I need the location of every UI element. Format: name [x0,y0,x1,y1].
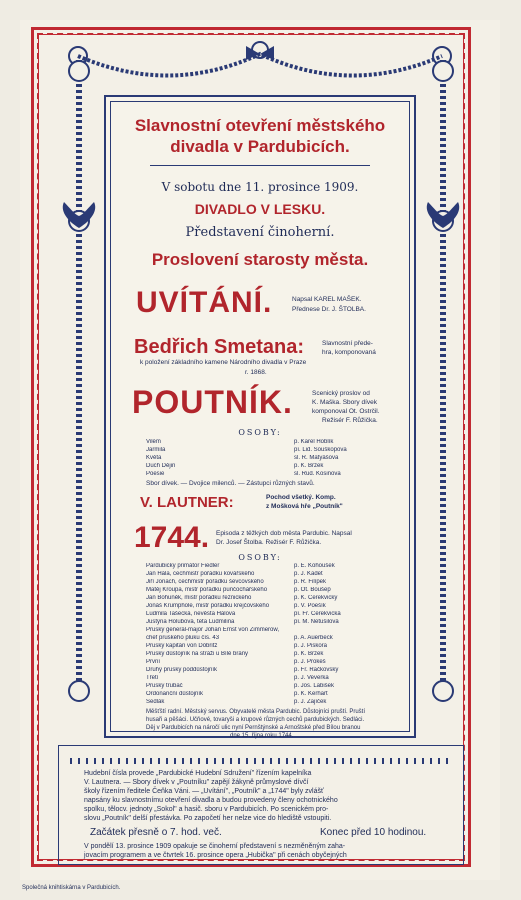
cast-actor: p. J. Zajíček [294,699,327,705]
cast-actor: p. J. Piskora [294,643,328,649]
cast-row [146,691,396,699]
cast-row [146,667,396,675]
cast-actor: p. K. Kerhart [294,691,328,697]
footer-para-2: V. Lautnera. — Sbory dívek v „Poutníku" zapějí žákyně průmyslové dívčí [84,779,309,786]
cast-actor: p. E. Kohoušek [294,563,335,569]
right-palmette-icon [420,200,466,230]
cast-role: Jan Hála, cechmistr pořádku kovářského [146,571,255,577]
cast-role: Ordonanční důstojník [146,691,204,697]
year-1744-note-2: husaři a pěšáci. Učňové, tovaryši a krupové různých cechů pardubických. Sedláci. [146,717,365,723]
cast-actor: p. Karel Hoblík [294,439,334,445]
cast-role: Matěj Kroupa, mistr pořádku punčochářského [146,587,268,593]
cast-row [146,659,396,667]
footer-para-1: Hudební čísla provede „Pardubické Hudební Sdružení" řízením kapelníka [84,770,312,777]
uvitani-author: Napsal KAREL MAŠEK. [292,296,362,303]
cast-actor: p. R. Filípek [294,579,327,585]
cast-role: Pruský generál-major Johan Ernst von Zimmerow, [146,627,280,633]
uvitani-performer: Přednese Dr. J. ŠTOLBA. [292,306,366,313]
lautner-line-2: z Mošková hře „Poutník" [266,503,343,510]
smetana-title: Bedřich Smetana: [134,336,305,358]
poutnik-line-3: komponoval Ot. Ostrčil. [312,408,380,415]
cast-role: Jarmila [146,447,166,453]
title-rule [150,165,370,166]
year-1744-cast-heading: OSOBY: [238,553,282,562]
poutnik-cast-heading: OSOBY: [238,428,282,437]
end-time: Konec před 10 hodinou. [320,827,427,838]
footer-para-5: spolku, tělocv. jednoty „Sokol" a hasič. sboru v Pardubicích. Po scenickém pro- [84,806,329,813]
cast-row [146,627,396,635]
title-line-1: Slavnostní otevření městského [134,116,386,135]
smetana-line-2: hra, komponovaná [322,349,376,356]
cast-role: Třetí [146,675,159,681]
smetana-line-3: k položení základního kamene Národního divadla v Praze [140,359,307,366]
title-line-2: divadla v Pardubicích. [170,137,350,156]
cast-role: Pruský kapitán von Döbritz [146,643,218,649]
poutnik-line-1: Scenický proslov od [312,390,370,397]
cast-role: Pruský trubač [146,683,183,689]
cast-row [146,439,396,447]
year-1744-note-4: dne 15. října roku 1744. [230,733,294,739]
cast-row [146,579,396,587]
cast-row [146,603,396,611]
year-1744-line-2: Dr. Josef Štolba. Režisér F. Růžička. [216,539,322,546]
footer-para-3: školy řízením ředitele Čeňka Váni. — „Uvítání", „Poutník" a „1744" byly zvlášť [84,788,324,795]
cast-actor: p. J. Prokeš [294,659,326,665]
cast-row [146,447,396,455]
cast-actor: sl. Rud. Kosinova [294,471,341,477]
cast-role: Ludmila Tašecká, nevěsta Hálova [146,611,236,617]
cast-row [146,683,396,691]
cast-role: Poesie [146,471,165,477]
smetana-line-1: Slavnostní přede- [322,340,373,347]
poutnik-line-4: Režisér F. Růžička. [322,417,378,424]
cast-actor: p. V. Poešík [294,603,326,609]
cast-actor: p. A. Auerbeck [294,635,333,641]
poutnik-note: Sbor dívek. — Dvojice milenců. — Zástupci různých stavů. [146,480,315,487]
cast-row [146,635,396,643]
cast-role: chef pruského pluku čís. 43 [146,635,220,641]
right-ornament-column [432,60,454,700]
year-1744-note-1: Měšťští radní. Městský servus. Obyvatelé města Pardubic. Důstojníci pruští. Pruští [146,709,365,715]
cast-row [146,463,396,471]
cast-role: Jonáš Krumphole, mistr pořádku krejčovského [146,603,270,609]
cast-actor: p. J. Veverka [294,675,329,681]
repeat-note-2: jovacím programem a ve čtvrtek 16. prosince opera „Hubička" při cenách obyčejných [84,852,347,859]
cast-row [146,651,396,659]
cast-row [146,595,396,603]
cast-actor: pí. M. Netušilová [294,619,339,625]
cast-role: Justýna Holubová, teta Ludmilina [146,619,235,625]
cast-role: Sedlák [146,699,165,705]
cast-role: Květa [146,455,162,461]
cast-row [146,675,396,683]
cast-row [146,563,396,571]
performance-type: Představení činoherní. [185,225,335,240]
cast-row [146,699,396,707]
cast-actor: p. K. Brzek [294,463,324,469]
mayor-speech: Proslovení starosty města. [151,250,369,269]
printer-credit: Společná knihtiskárna v Pardubicích. [22,885,121,891]
cast-row [146,587,396,595]
cast-actor: pí. Lid. Souškopova [294,447,347,453]
cast-row [146,455,396,463]
year-1744-line-1: Episoda z těžkých dob města Pardubic. Napsal [216,530,352,537]
poutnik-line-2: K. Maška. Sbory dívek [312,399,378,406]
cast-row [146,611,396,619]
cast-actor: p. Jos. Labišek [294,683,335,689]
cast-role: Duch Dějin [146,463,176,469]
garland-ornament [60,36,460,96]
cast-role: Jan Bohuněk, mistr pořádku řeznického [146,595,252,601]
lautner-title: V. LAUTNER: [140,494,234,511]
start-time: Začátek přesně o 7. hod. več. [90,827,222,838]
cast-role: Pruský důstojník na stráži u Bílé brány [146,651,249,657]
poutnik-title: POUTNÍK. [132,384,293,420]
cast-role: Pardubický primátor Fiedler [146,563,220,569]
cast-role: Vilém [146,439,161,445]
left-ornament-column [68,60,90,700]
uvitani-title: UVÍTÁNÍ. [136,286,273,319]
cast-row [146,571,396,579]
performance-date: V sobotu dne 11. prosince 1909. [161,180,359,194]
cast-actor: p. K. Cerekvický [294,595,338,601]
cast-actor: p. J. Kadet [294,571,323,577]
cast-role: První [146,659,161,665]
smetana-line-4: r. 1868. [245,369,267,376]
cast-role: Jiří Jonach, cechmistr pořádku ševcovského [146,579,264,585]
venue-title: DIVADLO V LESKU. [194,201,326,217]
cast-row [146,643,396,651]
cast-row [146,471,396,479]
meander-border [70,758,450,764]
cast-actor: sl. R. Matyášova [294,455,339,461]
lautner-line-1: Pochod všetký. Komp. [266,494,336,501]
repeat-note-1: V pondělí 13. prosince 1909 opakuje se činoherní představení s nezměněným zaha- [84,843,346,850]
year-1744-title: 1744. [134,521,210,554]
cast-actor: p. Ot. Boušep [294,587,331,593]
cast-actor: p. Fr. Račkovský [294,667,339,673]
left-palmette-icon [56,200,102,230]
year-1744-note-3: Děj v Pardubicích na náročí ulic nyní Pernštýnské a Arnoštské před Bílou branou [146,725,361,731]
cast-role: Druhý pruský poddůstojník [146,667,218,673]
footer-para-6: slovu „Poutník" delší přestávka. Po započetí her nelze vice do hlediště vstoupiti. [84,815,332,822]
cast-row [146,619,396,627]
footer-para-4: napsány ku slavnostnímu otevření divadla a budou provedeny členy ochotnického [84,797,338,804]
cast-actor: p. K. Brzek [294,651,324,657]
cast-actor: pí. Fr. Cerekvická [294,611,341,617]
